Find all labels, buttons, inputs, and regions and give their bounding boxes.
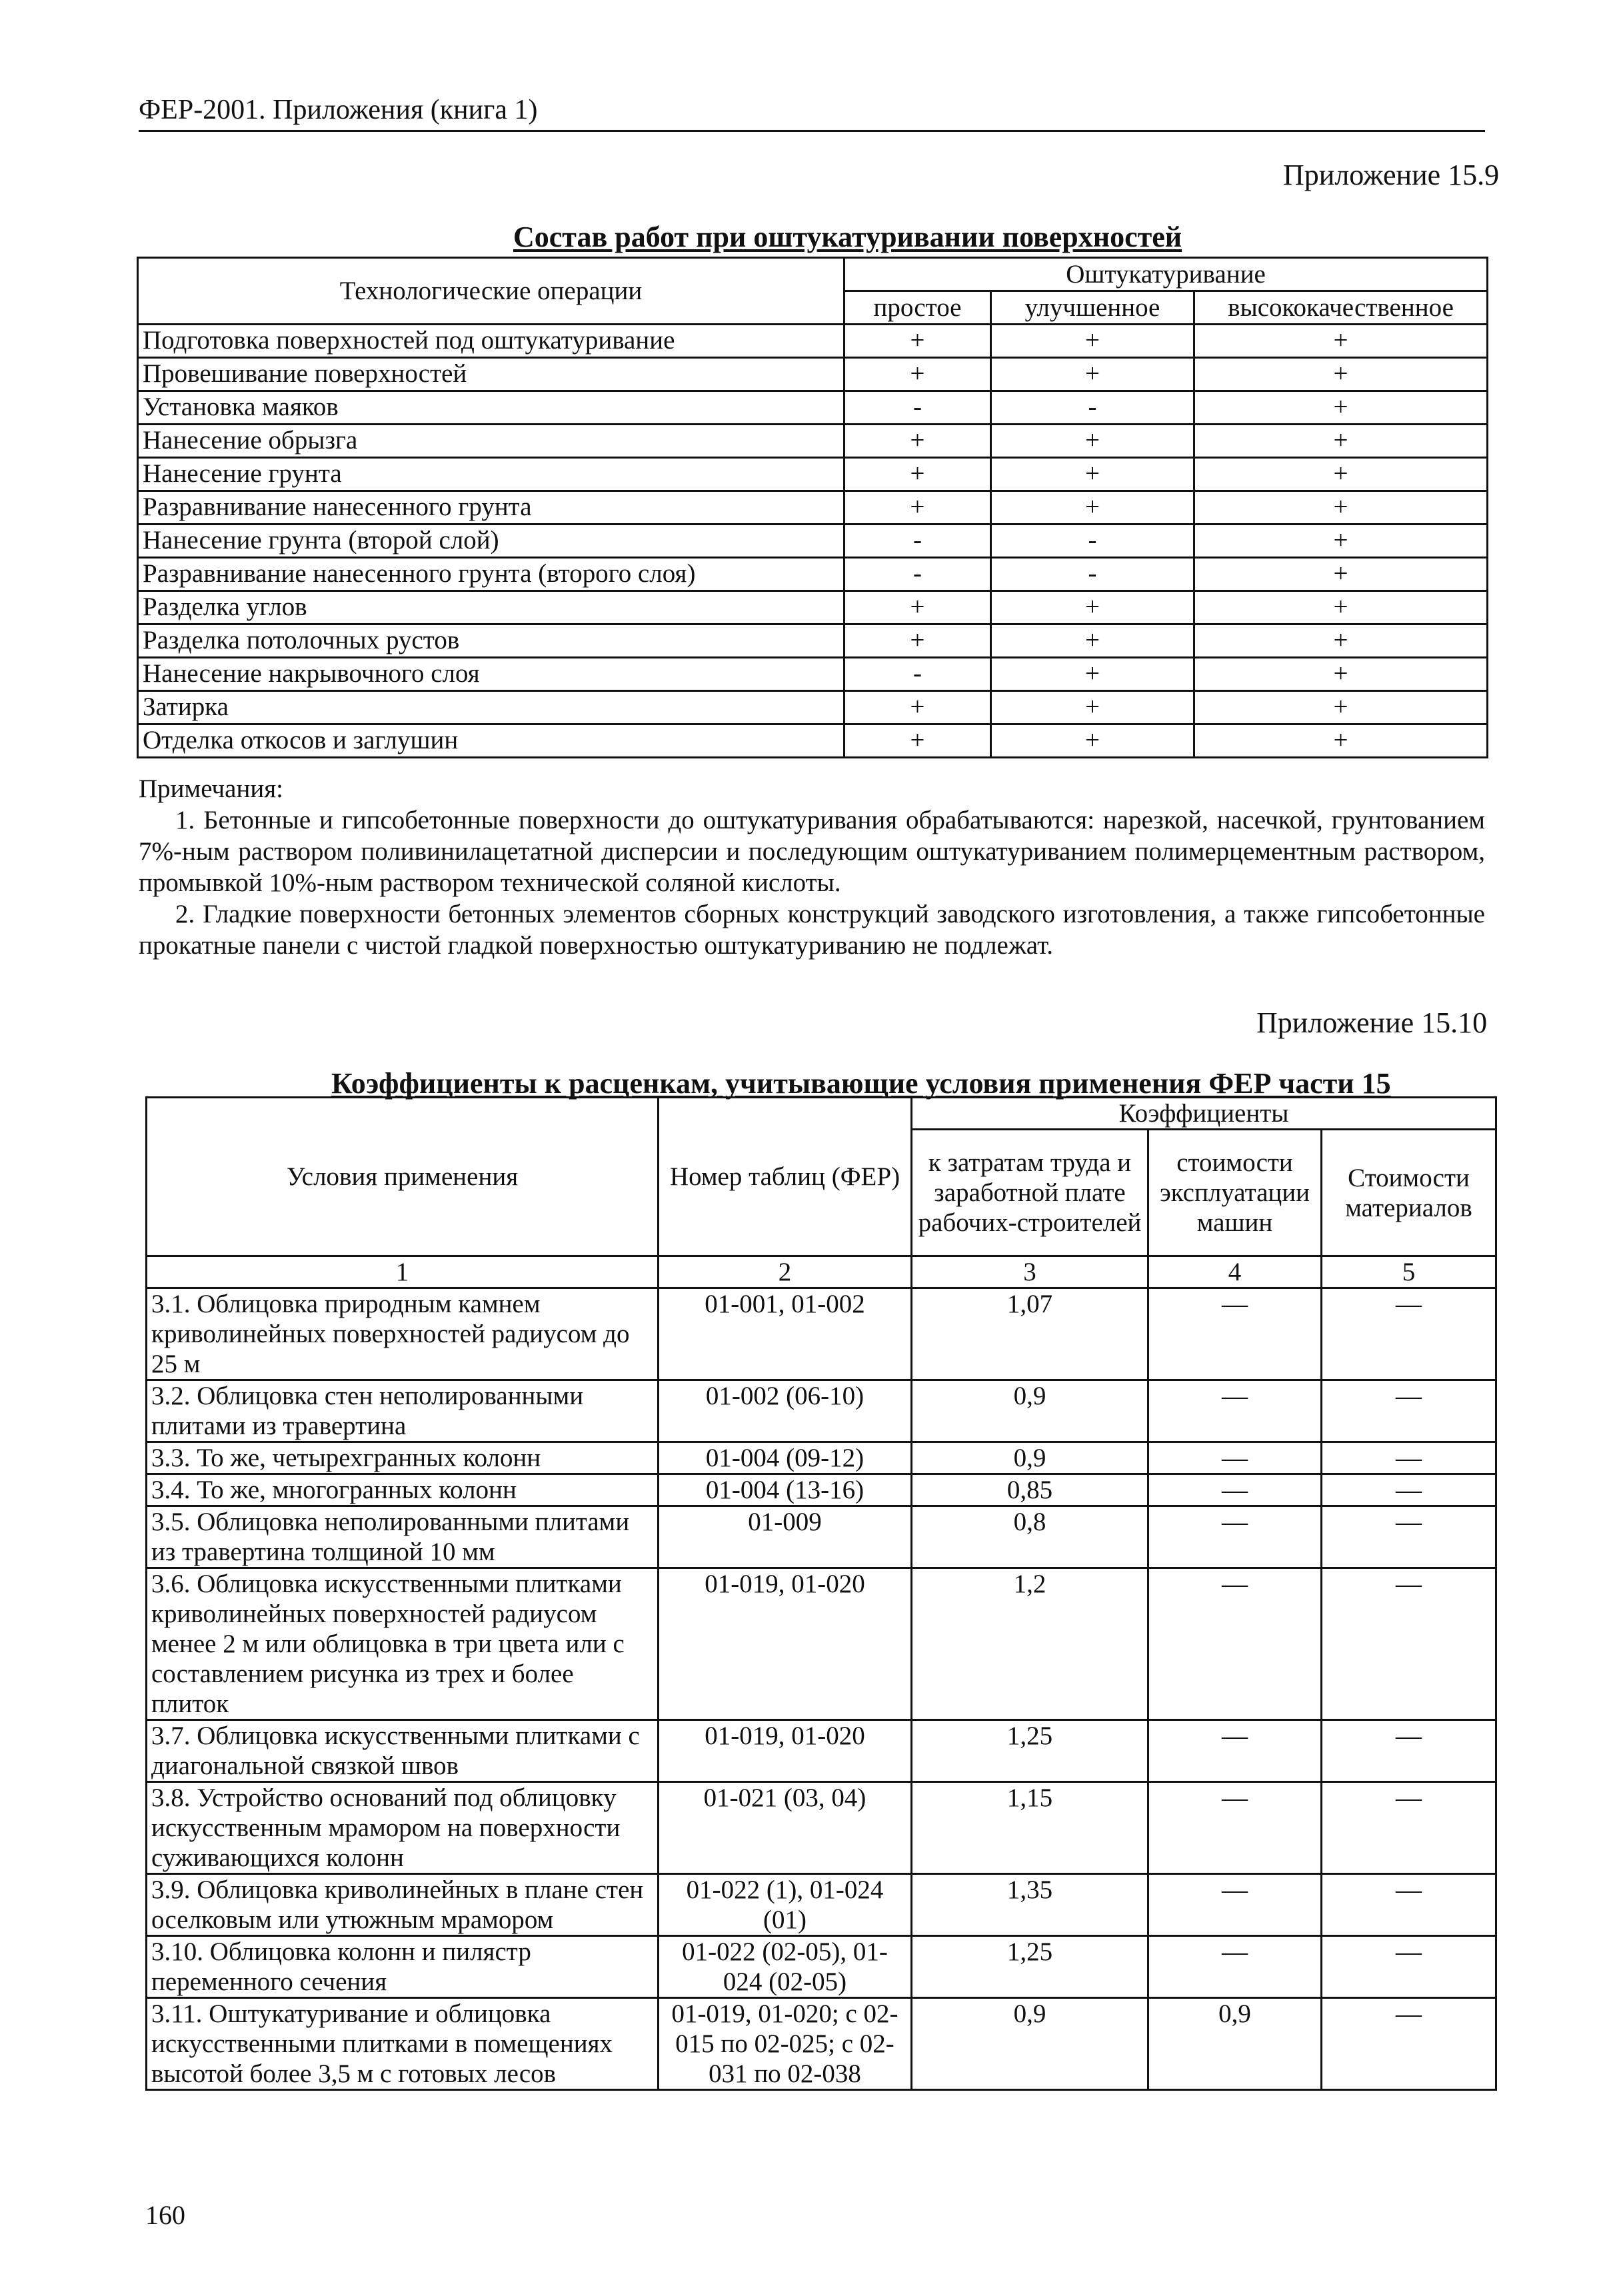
operation-name: Разравнивание нанесенного грунта bbox=[138, 491, 844, 525]
operation-name: Подготовка поверхностей под оштукатуривание bbox=[138, 325, 844, 358]
table-title-coefficients: Коэффициенты к расценкам, учитывающие условия применения ФЕР части 15 bbox=[331, 1067, 1391, 1100]
table-row bbox=[147, 1474, 1496, 1506]
table-row bbox=[147, 1442, 1496, 1474]
table-row bbox=[147, 1720, 1496, 1782]
materials-coefficient: — bbox=[1322, 1782, 1496, 1874]
page-number: 160 bbox=[145, 2200, 185, 2230]
note-item: 2. Гладкие поверхности бетонных элементов сборных конструкций заводского изготовления, а также гипсобетонные прокатные панели с чистой гладкой поверхностью оштукатуриванию не подлежат. bbox=[139, 900, 1485, 960]
coefficients-table bbox=[145, 1096, 1497, 2091]
operation-mark: - bbox=[991, 558, 1194, 591]
table-row bbox=[138, 391, 1488, 425]
machine-coefficient: — bbox=[1148, 1782, 1322, 1874]
operation-mark: + bbox=[1194, 458, 1488, 491]
operation-mark: + bbox=[844, 425, 991, 458]
table-row bbox=[147, 1568, 1496, 1720]
machine-coefficient: — bbox=[1148, 1568, 1322, 1720]
operation-mark: + bbox=[991, 691, 1194, 724]
materials-coefficient: — bbox=[1322, 1720, 1496, 1782]
table-row bbox=[138, 658, 1488, 691]
table-row bbox=[138, 624, 1488, 658]
labor-coefficient: 1,15 bbox=[912, 1782, 1148, 1874]
table-numbers: 01-001, 01-002 bbox=[659, 1288, 912, 1380]
table-row bbox=[138, 425, 1488, 458]
operation-mark: - bbox=[991, 391, 1194, 425]
column-number: 2 bbox=[659, 1256, 912, 1288]
operation-name: Отделка откосов и заглушин bbox=[138, 724, 844, 758]
column-number: 1 bbox=[147, 1256, 659, 1288]
operation-mark: + bbox=[1194, 658, 1488, 691]
operation-mark: + bbox=[1194, 591, 1488, 624]
machine-coefficient: — bbox=[1148, 1874, 1322, 1936]
table-numbers: 01-019, 01-020; с 02-015 по 02-025; с 02-031 по 02-038 bbox=[659, 1998, 912, 2090]
operation-mark: + bbox=[844, 458, 991, 491]
operation-name: Нанесение обрызга bbox=[138, 425, 844, 458]
table-numbers: 01-004 (13-16) bbox=[659, 1474, 912, 1506]
appendix-label-15-10: Приложение 15.10 bbox=[1256, 1006, 1488, 1039]
table-row bbox=[138, 458, 1488, 491]
table-numbers: 01-022 (02-05), 01-024 (02-05) bbox=[659, 1936, 912, 1998]
table-row bbox=[147, 1936, 1496, 1998]
materials-coefficient: — bbox=[1322, 1874, 1496, 1936]
operation-mark: + bbox=[844, 491, 991, 525]
operation-name: Разравнивание нанесенного грунта (второго слоя) bbox=[138, 558, 844, 591]
machine-coefficient: 0,9 bbox=[1148, 1998, 1322, 2090]
column-header-table-numbers: Номер таблиц (ФЕР) bbox=[659, 1098, 912, 1256]
operation-mark: + bbox=[1194, 425, 1488, 458]
notes-block bbox=[139, 773, 1485, 961]
machine-coefficient: — bbox=[1148, 1442, 1322, 1474]
condition-text: 3.4. То же, многогранных колонн bbox=[147, 1474, 659, 1506]
condition-text: 3.3. То же, четырехгранных колонн bbox=[147, 1442, 659, 1474]
operation-name: Установка маяков bbox=[138, 391, 844, 425]
column-header-plastering: Оштукатуривание bbox=[844, 258, 1488, 291]
materials-coefficient: — bbox=[1322, 1380, 1496, 1442]
labor-coefficient: 0,85 bbox=[912, 1474, 1148, 1506]
materials-coefficient: — bbox=[1322, 1998, 1496, 2090]
condition-text: 3.10. Облицовка колонн и пилястр переменного сечения bbox=[147, 1936, 659, 1998]
operation-mark: - bbox=[844, 658, 991, 691]
table-row bbox=[138, 491, 1488, 525]
operation-name: Разделка углов bbox=[138, 591, 844, 624]
operation-mark: + bbox=[1194, 358, 1488, 391]
operation-mark: - bbox=[844, 558, 991, 591]
notes-heading: Примечания: bbox=[139, 774, 283, 803]
operation-mark: + bbox=[1194, 724, 1488, 758]
labor-coefficient: 0,9 bbox=[912, 1380, 1148, 1442]
column-header-improved: улучшенное bbox=[991, 291, 1194, 325]
column-header-simple: простое bbox=[844, 291, 991, 325]
labor-coefficient: 0,8 bbox=[912, 1506, 1148, 1568]
operation-mark: - bbox=[844, 525, 991, 558]
operation-mark: + bbox=[844, 624, 991, 658]
machine-coefficient: — bbox=[1148, 1288, 1322, 1380]
table-row bbox=[147, 1506, 1496, 1568]
operation-mark: + bbox=[991, 458, 1194, 491]
condition-text: 3.8. Устройство оснований под облицовку искусственным мрамором на поверхности суживающихся колонн bbox=[147, 1782, 659, 1874]
table-row bbox=[138, 724, 1488, 758]
operation-mark: + bbox=[991, 358, 1194, 391]
table-row bbox=[147, 1874, 1496, 1936]
table-row bbox=[138, 591, 1488, 624]
condition-text: 3.5. Облицовка неполированными плитами из травертина толщиной 10 мм bbox=[147, 1506, 659, 1568]
table-numbers: 01-009 bbox=[659, 1506, 912, 1568]
operation-name: Провешивание поверхностей bbox=[138, 358, 844, 391]
labor-coefficient: 1,25 bbox=[912, 1720, 1148, 1782]
operation-mark: + bbox=[844, 358, 991, 391]
labor-coefficient: 1,07 bbox=[912, 1288, 1148, 1380]
operation-mark: + bbox=[991, 425, 1194, 458]
column-header-materials: Стоимости материалов bbox=[1322, 1130, 1496, 1256]
condition-text: 3.9. Облицовка криволинейных в плане стен оселковым или утюжным мрамором bbox=[147, 1874, 659, 1936]
labor-coefficient: 0,9 bbox=[912, 1998, 1148, 2090]
operation-mark: + bbox=[1194, 624, 1488, 658]
operation-name: Нанесение накрывочного слоя bbox=[138, 658, 844, 691]
table-row bbox=[138, 358, 1488, 391]
operation-mark: + bbox=[991, 624, 1194, 658]
table-row bbox=[138, 325, 1488, 358]
table-numbers: 01-021 (03, 04) bbox=[659, 1782, 912, 1874]
column-number: 3 bbox=[912, 1256, 1148, 1288]
table-row bbox=[138, 691, 1488, 724]
header-divider bbox=[139, 130, 1485, 132]
table-numbers: 01-004 (09-12) bbox=[659, 1442, 912, 1474]
condition-text: 3.7. Облицовка искусственными плитками с диагональной связкой швов bbox=[147, 1720, 659, 1782]
materials-coefficient: — bbox=[1322, 1936, 1496, 1998]
table-numbers: 01-019, 01-020 bbox=[659, 1720, 912, 1782]
operation-mark: + bbox=[991, 658, 1194, 691]
machine-coefficient: — bbox=[1148, 1506, 1322, 1568]
labor-coefficient: 1,35 bbox=[912, 1874, 1148, 1936]
running-header: ФЕР-2001. Приложения (книга 1) bbox=[139, 95, 538, 125]
table-row bbox=[147, 1288, 1496, 1380]
operation-mark: + bbox=[1194, 525, 1488, 558]
operation-mark: + bbox=[991, 325, 1194, 358]
machine-coefficient: — bbox=[1148, 1936, 1322, 1998]
operation-mark: + bbox=[991, 491, 1194, 525]
note-item: 1. Бетонные и гипсобетонные поверхности до оштукатуривания обрабатываются: нарезкой, насечкой, грунтованием 7%-ным раствором поливинилацетатной дисперсии и последующим оштукатуриванием полимерцементным раствором, промывкой 10%-ным раствором технической соляной кислоты. bbox=[139, 806, 1485, 897]
table-numbers: 01-019, 01-020 bbox=[659, 1568, 912, 1720]
column-header-machines: стоимости эксплуатации машин bbox=[1148, 1130, 1322, 1256]
table-row bbox=[138, 558, 1488, 591]
table-row bbox=[138, 525, 1488, 558]
materials-coefficient: — bbox=[1322, 1568, 1496, 1720]
operation-mark: + bbox=[1194, 558, 1488, 591]
condition-text: 3.6. Облицовка искусственными плитками криволинейных поверхностей радиусом менее 2 м или облицовка в три цвета или с составлением рисунка из трех и более плиток bbox=[147, 1568, 659, 1720]
machine-coefficient: — bbox=[1148, 1380, 1322, 1442]
materials-coefficient: — bbox=[1322, 1474, 1496, 1506]
operation-name: Нанесение грунта (второй слой) bbox=[138, 525, 844, 558]
materials-coefficient: — bbox=[1322, 1288, 1496, 1380]
column-header-high-quality: высококачественное bbox=[1194, 291, 1488, 325]
operation-mark: + bbox=[1194, 325, 1488, 358]
operation-name: Разделка потолочных рустов bbox=[138, 624, 844, 658]
materials-coefficient: — bbox=[1322, 1442, 1496, 1474]
appendix-label-15-9: Приложение 15.9 bbox=[1283, 159, 1500, 191]
column-header-coefficients: Коэффициенты bbox=[912, 1098, 1496, 1130]
operation-mark: + bbox=[844, 691, 991, 724]
table-row bbox=[147, 1380, 1496, 1442]
column-header-operations: Технологические операции bbox=[138, 258, 844, 325]
column-number: 5 bbox=[1322, 1256, 1496, 1288]
condition-text: 3.2. Облицовка стен неполированными плитами из травертина bbox=[147, 1380, 659, 1442]
condition-text: 3.1. Облицовка природным камнем криволинейных поверхностей радиусом до 25 м bbox=[147, 1288, 659, 1380]
column-number: 4 bbox=[1148, 1256, 1322, 1288]
operation-mark: + bbox=[1194, 491, 1488, 525]
operation-mark: - bbox=[991, 525, 1194, 558]
column-header-labor: к затратам труда и заработной плате рабочих-строителей bbox=[912, 1130, 1148, 1256]
operation-name: Нанесение грунта bbox=[138, 458, 844, 491]
machine-coefficient: — bbox=[1148, 1474, 1322, 1506]
table-row bbox=[147, 1782, 1496, 1874]
labor-coefficient: 1,2 bbox=[912, 1568, 1148, 1720]
table-numbers: 01-002 (06-10) bbox=[659, 1380, 912, 1442]
operation-mark: + bbox=[844, 325, 991, 358]
operation-mark: + bbox=[844, 724, 991, 758]
table-row bbox=[147, 1998, 1496, 2090]
operation-mark: + bbox=[1194, 691, 1488, 724]
plastering-operations-table bbox=[137, 257, 1488, 758]
operation-mark: + bbox=[1194, 391, 1488, 425]
operation-mark: + bbox=[991, 724, 1194, 758]
materials-coefficient: — bbox=[1322, 1506, 1496, 1568]
operation-mark: + bbox=[844, 591, 991, 624]
table-numbers: 01-022 (1), 01-024 (01) bbox=[659, 1874, 912, 1936]
machine-coefficient: — bbox=[1148, 1720, 1322, 1782]
operation-name: Затирка bbox=[138, 691, 844, 724]
column-header-conditions: Условия применения bbox=[147, 1098, 659, 1256]
operation-mark: - bbox=[844, 391, 991, 425]
table-title-plastering: Состав работ при оштукатуривании поверхностей bbox=[513, 221, 1182, 253]
labor-coefficient: 1,25 bbox=[912, 1936, 1148, 1998]
operation-mark: + bbox=[991, 591, 1194, 624]
labor-coefficient: 0,9 bbox=[912, 1442, 1148, 1474]
condition-text: 3.11. Оштукатуривание и облицовка искусственными плитками в помещениях высотой более 3,5 м с готовых лесов bbox=[147, 1998, 659, 2090]
